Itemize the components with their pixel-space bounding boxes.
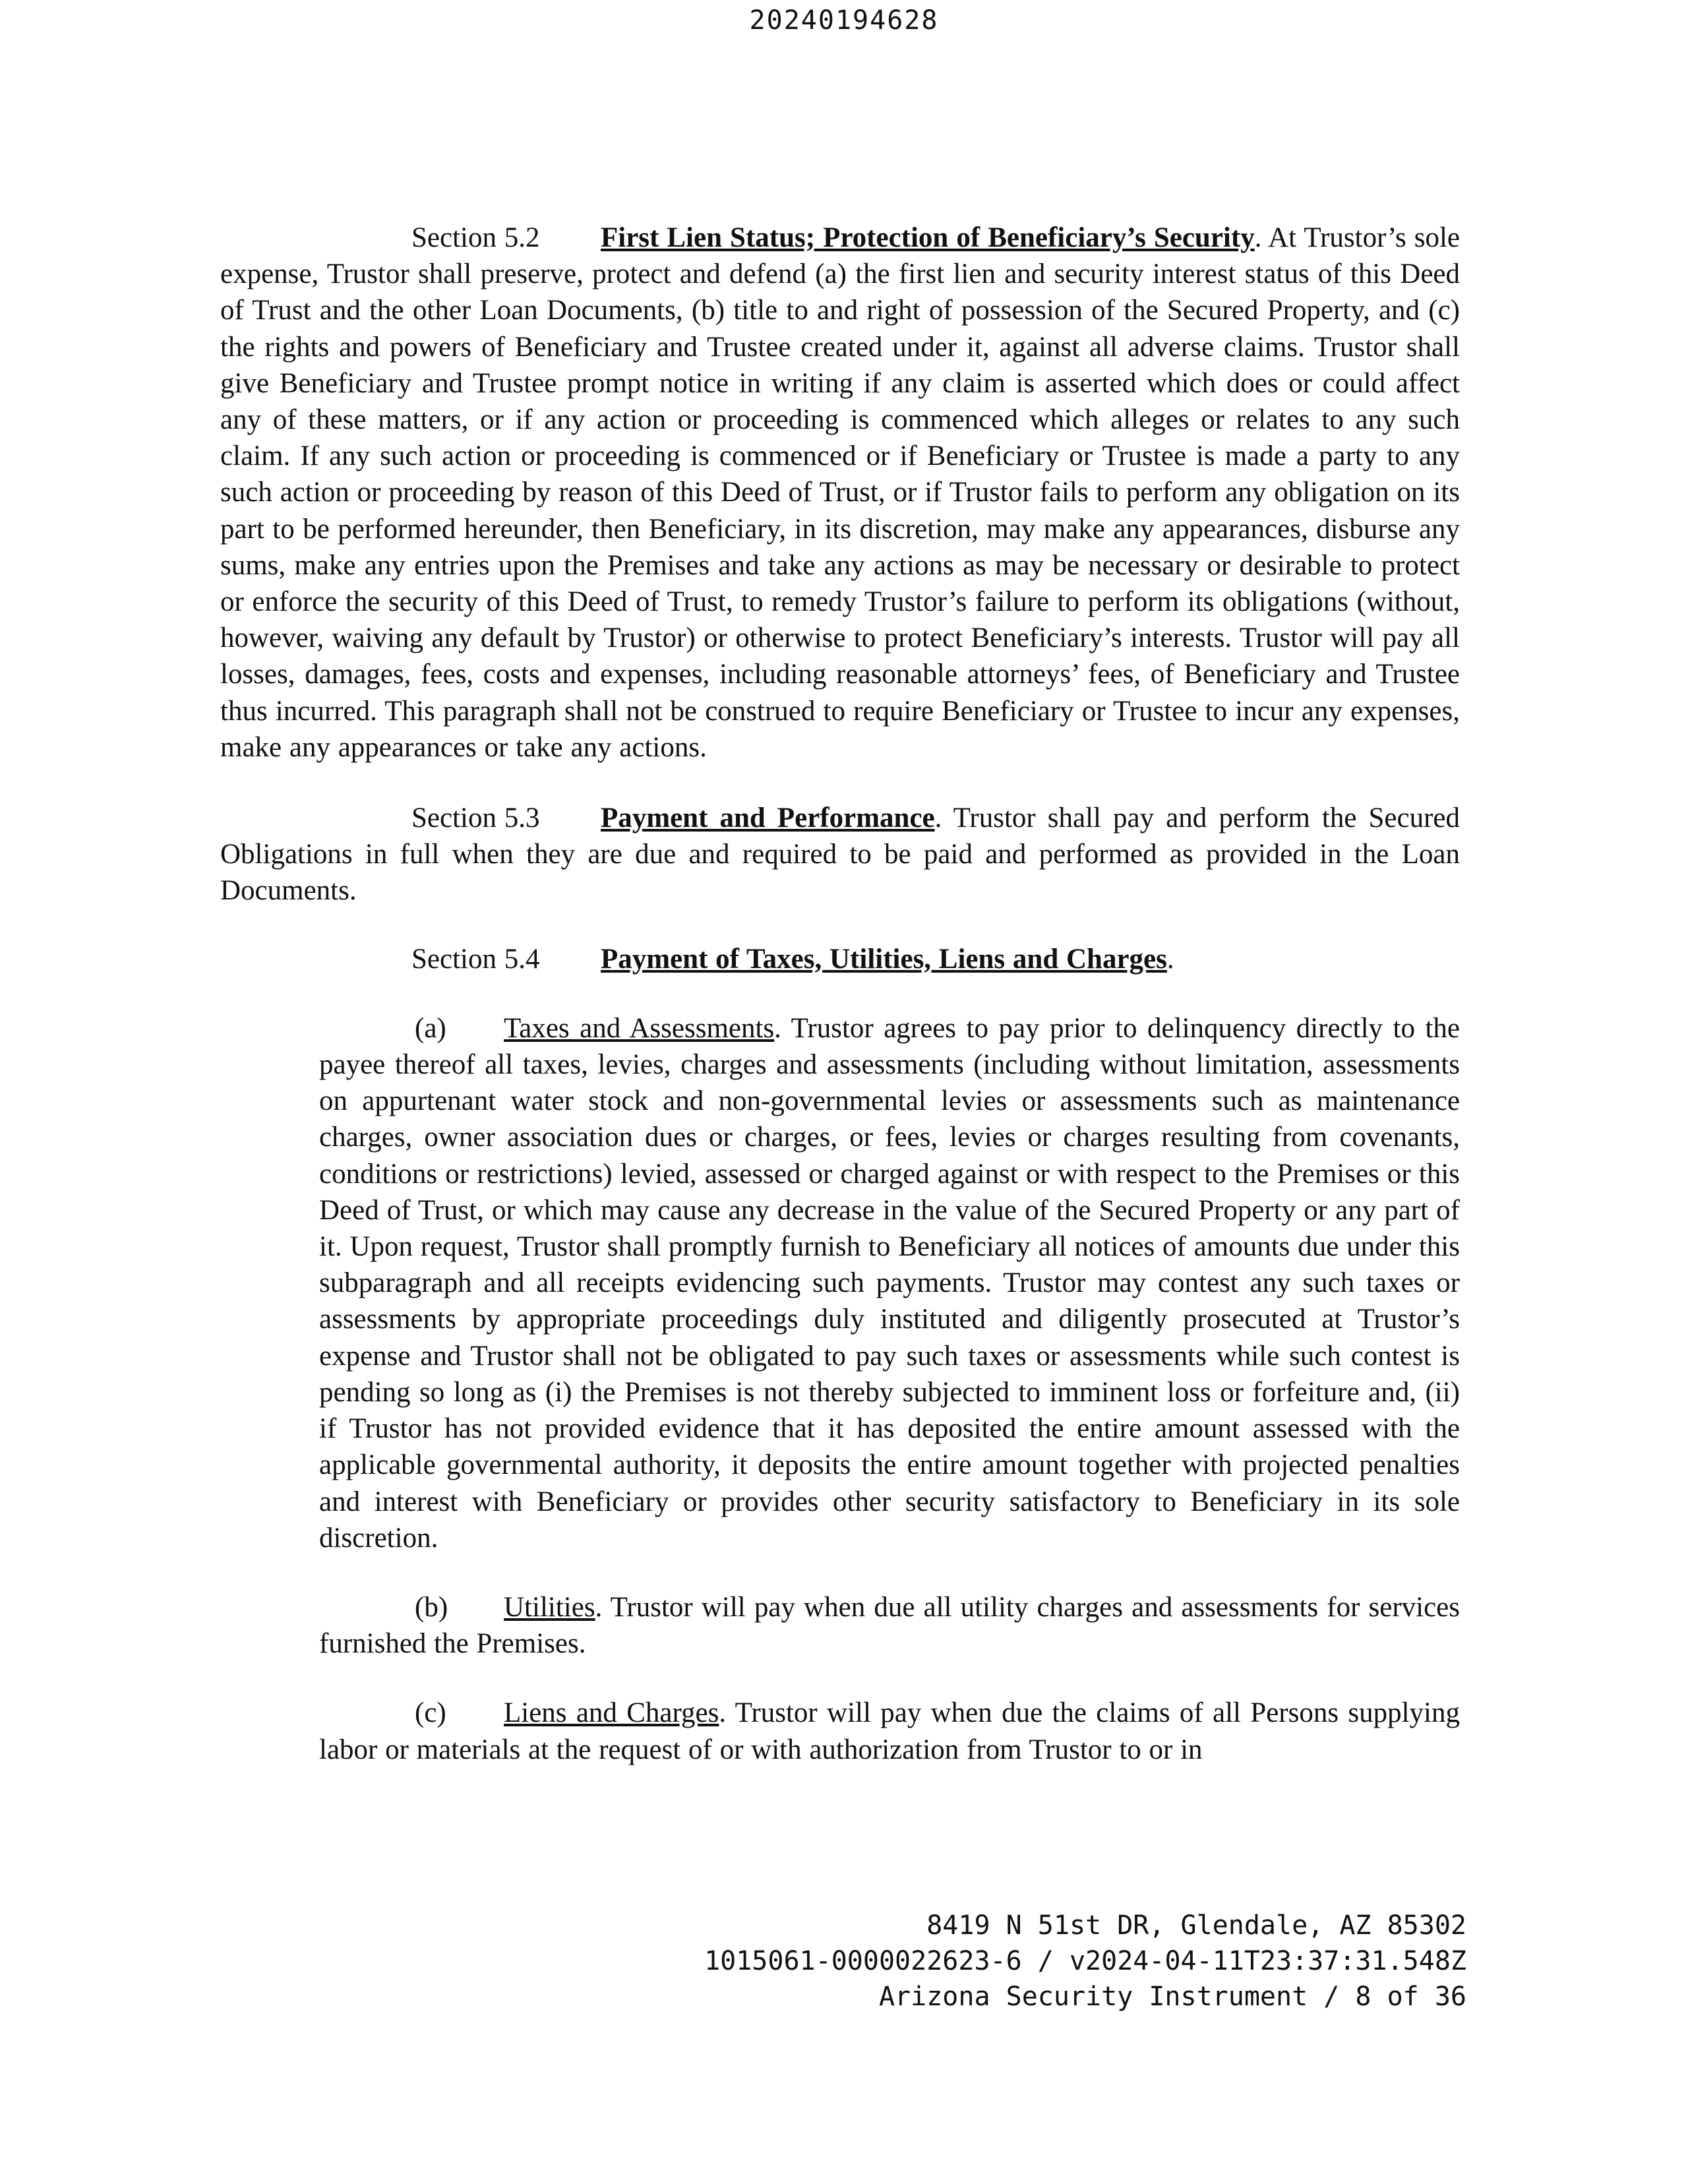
section-5-4: [220, 941, 1460, 977]
page-footer: [704, 1908, 1466, 2015]
footer-page-info: Arizona Security Instrument / 8 of 36: [878, 1982, 1466, 2012]
subsection-text: . Trustor agrees to pay prior to delinquency directly to the payee thereof all taxes, levies, charges and assessments (including without limitation, assessments on appurtenant water stock and non-governmental levies or assessments such as maintenance charges, owner association dues or charges, or fees, levies or charges resulting from covenants, conditions or restrictions) levied, assessed or charged against or with respect to the Premises or this Deed of Trust, or which may cause any decrease in the value of the Secured Property or any part of it. Upon request, Trustor shall promptly furnish to Beneficiary all notices of amounts due under this subparagraph and all receipts evidencing such payments. Trustor may contest any such taxes or assessments by appropriate proceedings duly instituted and diligently prosecuted at Trustor’s expense and Trustor shall not be obligated to pay such taxes or assessments while such contest is pending so long as (i) the Premises is not thereby subjected to imminent loss or forfeiture and, (ii) if Trustor has not provided evidence that it has deposited the entire amount assessed with the applicable governmental authority, it deposits the entire amount together with projected penalties and interest with Beneficiary or provides other security satisfactory to Beneficiary in its sole discretion.: [319, 1012, 1461, 1554]
subsection-text: . Trustor will pay when due the claims of all Persons supplying labor or materials at the request of or with authorization from Trustor to or in: [319, 1697, 1460, 1765]
section-heading: First Lien Status; Protection of Beneficiary’s Security: [601, 222, 1255, 253]
section-text: . At Trustor’s sole expense, Trustor shall preserve, protect and defend (a) the first lien and security interest status of this Deed of Trust and the other Loan Documents, (b) title to and right of possession of the Secured Property, and (c) the rights and powers of Beneficiary and Trustee created under it, against all adverse claims. Trustor shall give Beneficiary and Trustee prompt notice in writing if any claim is asserted which does or could affect any of these matters, or if any action or proceeding is commenced which alleges or relates to any such claim. If any such action or proceeding is commenced or if Beneficiary or Trustee is made a party to any such action or proceeding by reason of this Deed of Trust, or if Trustor fails to perform any obligation on its part to be performed hereunder, then Beneficiary, in its discretion, may make any appearances, disburse any sums, make any entries upon the Premises and take any actions as may be necessary or desirable to protect or enforce the security of this Deed of Trust, to remedy Trustor’s failure to perform its obligations (without, however, waiving any default by Trustor) or otherwise to protect Beneficiary’s interests. Trustor will pay all losses, damages, fees, costs and expenses, including reasonable attorneys’ fees, of Beneficiary and Trustee thus incurred. This paragraph shall not be construed to require Beneficiary or Trustee to incur any expenses, make any appearances or take any actions.: [220, 222, 1461, 763]
footer-address: 8419 N 51st DR, Glendale, AZ 85302: [926, 1910, 1466, 1941]
subsection-label: (b): [415, 1591, 448, 1623]
section-heading: Payment of Taxes, Utilities, Liens and Charges: [601, 943, 1167, 975]
page-body: [220, 220, 1460, 1768]
section-number: Section 5.2: [411, 222, 540, 253]
section-text: .: [1166, 943, 1174, 975]
section-number: Section 5.3: [411, 803, 540, 834]
document-number: 20240194628: [749, 5, 939, 36]
section-heading: Payment and Performance: [601, 803, 935, 834]
section-text: . Trustor shall pay and perform the Secured Obligations in full when they are due and required to be paid and performed as provided in the Loan Documents.: [220, 803, 1460, 907]
subsection-a: [319, 1010, 1460, 1556]
subsection-label: (c): [415, 1697, 446, 1729]
section-5-2: [220, 220, 1460, 766]
subsection-label: (a): [415, 1012, 446, 1044]
subsection-text: . Trustor will pay when due all utility charges and assessments for services furnished the Premises.: [319, 1591, 1460, 1660]
subsection-c: [319, 1695, 1460, 1767]
subsection-title: Taxes and Assessments: [504, 1012, 775, 1044]
subsection-title: Utilities: [504, 1591, 595, 1623]
footer-loan-reference: 1015061-0000022623-6 / v2024-04-11T23:37:31.548Z: [704, 1946, 1466, 1976]
section-5-3: [220, 800, 1460, 909]
subsection-b: [319, 1589, 1460, 1662]
section-number: Section 5.4: [411, 943, 540, 975]
subsection-title: Liens and Charges: [504, 1697, 719, 1729]
